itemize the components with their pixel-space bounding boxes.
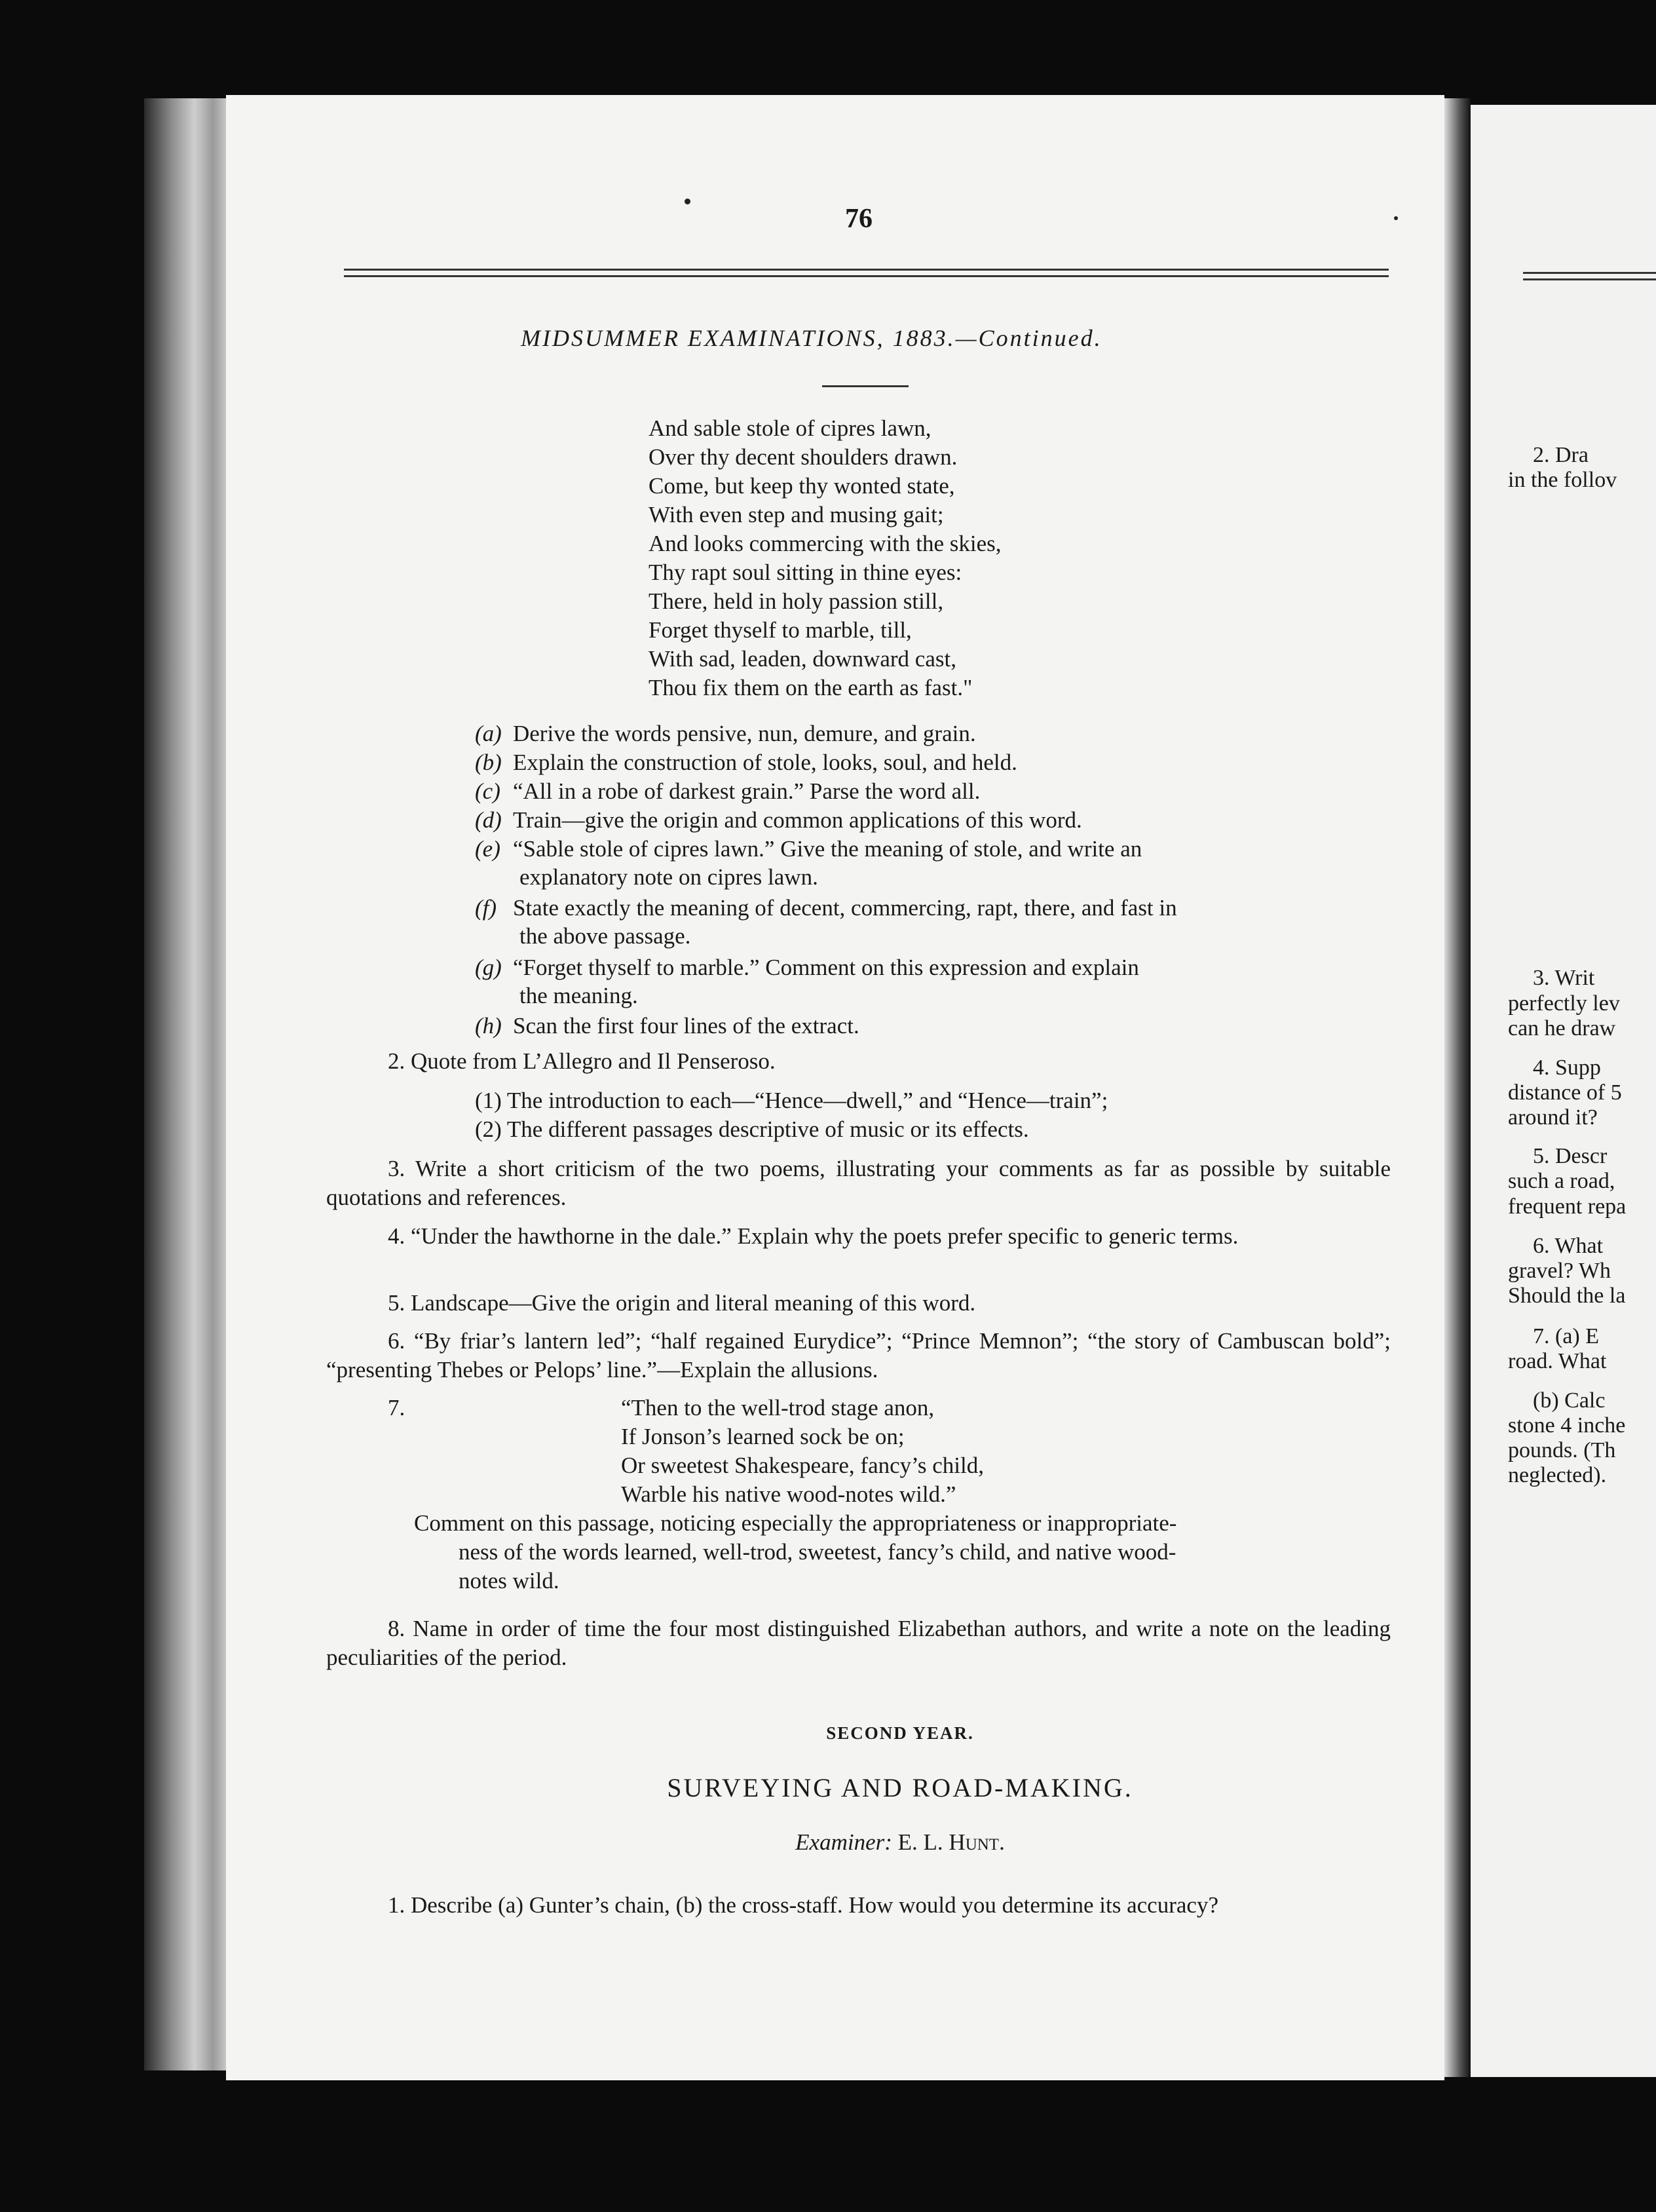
question-7-quote: [621, 1394, 984, 1509]
adjacent-page-line: distance of 5: [1508, 1080, 1622, 1105]
print-speck: [685, 199, 690, 204]
adjacent-page-line: can he draw: [1508, 1016, 1616, 1040]
header-rule: [344, 269, 1389, 271]
poem-line: Thou fix them on the earth as fast.": [649, 675, 973, 700]
adjacent-page-line: 5. Descr: [1533, 1144, 1608, 1168]
subquestion-label: (f): [475, 895, 497, 921]
subquestion: [475, 835, 1392, 891]
poem-line: Over thy decent shoulders drawn.: [649, 444, 958, 470]
adjacent-page-line: Should the la: [1508, 1284, 1626, 1308]
subquestion-text: Scan the first four lines of the extract.: [513, 1013, 859, 1039]
question-2: 2. Quote from L’Allegro and Il Penseroso.: [388, 1048, 776, 1074]
year-heading: SECOND YEAR.: [826, 1723, 974, 1743]
subquestion-label: (b): [475, 750, 502, 775]
adjacent-page-line: 7. (a) E: [1533, 1324, 1600, 1348]
subquestion-continuation: the meaning.: [519, 983, 638, 1008]
question-6: 6. “By friar’s lantern led”; “half regained Eurydice”; “Prince Memnon”; “the story of Cambuscan bold”; “presenting Thebes or Pelops’ line.”—Explain the allusions.: [326, 1328, 1391, 1382]
surveying-question-1: 1. Describe (a) Gunter’s chain, (b) the cross-staff. How would you determine its accuracy?: [388, 1892, 1218, 1918]
question-3: 3. Write a short criticism of the two poems, illustrating your comments as far as possible by suitable quotations and references.: [326, 1156, 1391, 1210]
adjacent-page-line: road. What: [1508, 1349, 1607, 1373]
subquestion-text: “All in a robe of darkest grain.” Parse the word all.: [513, 778, 981, 804]
question-7-comment: Comment on this passage, noticing especially the appropriateness or inappropriate-: [414, 1510, 1177, 1536]
question-7-comment: notes wild.: [459, 1568, 559, 1593]
adjacent-page-rule: [1523, 278, 1656, 280]
adjacent-page-line: (b) Calc: [1533, 1388, 1606, 1413]
adjacent-page-line: 6. What: [1533, 1234, 1604, 1258]
quote-line: Or sweetest Shakespeare, fancy’s child,: [621, 1453, 984, 1478]
print-speck: [1394, 216, 1398, 220]
question-2-item: (1) The introduction to each—“Hence—dwell,” and “Hence—train”;: [475, 1088, 1108, 1113]
subquestion: [475, 719, 1392, 748]
subquestion-continuation: explanatory note on cipres lawn.: [519, 864, 818, 890]
header-rule: [344, 275, 1389, 277]
quote-line: “Then to the well-trod stage anon,: [621, 1395, 935, 1421]
subquestion: [475, 777, 1392, 805]
subquestion-label: (a): [475, 721, 502, 746]
subquestion: [475, 806, 1392, 834]
subquestion-label: (e): [475, 836, 500, 862]
question-2-item: (2) The different passages descriptive of music or its effects.: [475, 1116, 1029, 1142]
adjacent-page-line: in the follov: [1508, 468, 1617, 492]
examiner-name: E. L. Hunt.: [897, 1829, 1005, 1855]
subquestion: [475, 894, 1392, 950]
subquestion-label: (d): [475, 807, 502, 833]
poem-line: Come, but keep thy wonted state,: [649, 473, 955, 499]
question-5: 5. Landscape—Give the origin and literal meaning of this word.: [388, 1290, 976, 1316]
subquestion: [475, 1012, 1392, 1040]
poem-line: With even step and musing gait;: [649, 502, 944, 527]
poem-line: Thy rapt soul sitting in thine eyes:: [649, 560, 962, 585]
adjacent-page-line: stone 4 inche: [1508, 1413, 1626, 1438]
question-8: 8. Name in order of time the four most distinguished Elizabethan authors, and write a note on the leading peculiarities of the period.: [326, 1616, 1391, 1670]
subquestion-text: “Forget thyself to marble.” Comment on this expression and explain: [513, 955, 1139, 980]
adjacent-page-line: such a road,: [1508, 1169, 1615, 1193]
adjacent-page-rule: [1523, 272, 1656, 274]
subquestion-continuation: the above passage.: [519, 923, 691, 949]
adjacent-page-line: 3. Writ: [1533, 966, 1595, 990]
quote-line: Warble his native wood-notes wild.”: [621, 1481, 956, 1507]
adjacent-page-line: 4. Supp: [1533, 1056, 1601, 1080]
quote-line: If Jonson’s learned sock be on;: [621, 1424, 905, 1449]
subquestion-text: Train—give the origin and common applications of this word.: [513, 807, 1082, 833]
adjacent-page-line: neglected).: [1508, 1463, 1607, 1487]
adjacent-page-line: perfectly lev: [1508, 991, 1620, 1016]
poem-line: With sad, leaden, downward cast,: [649, 646, 956, 672]
poem-line: And looks commercing with the skies,: [649, 531, 1002, 556]
subquestion-label: (g): [475, 955, 502, 980]
poem-line: There, held in holy passion still,: [649, 588, 944, 614]
poem-line: And sable stole of cipres lawn,: [649, 415, 932, 441]
heading-divider: [822, 385, 909, 387]
adjacent-page-line: gravel? Wh: [1508, 1259, 1611, 1283]
subquestion-text: Derive the words pensive, nun, demure, and grain.: [513, 721, 976, 746]
subquestion-label: (h): [475, 1013, 502, 1039]
adjacent-page-line: around it?: [1508, 1105, 1598, 1130]
poem-line: Forget thyself to marble, till,: [649, 617, 912, 643]
poem-extract: [649, 414, 1002, 702]
question-4: 4. “Under the hawthorne in the dale.” Explain why the poets prefer specific to generic terms.: [388, 1223, 1239, 1249]
subquestion-label: (c): [475, 778, 500, 804]
subquestion-text: State exactly the meaning of decent, commercing, rapt, there, and fast in: [513, 895, 1177, 921]
examiner-label: Examiner:: [795, 1829, 892, 1855]
question-7-comment: ness of the words learned, well-trod, sweetest, fancy’s child, and native wood-: [459, 1539, 1176, 1565]
adjacent-page-line: 2. Dra: [1533, 443, 1589, 467]
subquestion: [475, 748, 1392, 776]
subquestion-text: “Sable stole of cipres lawn.” Give the meaning of stole, and write an: [513, 836, 1142, 862]
subquestion-text: Explain the construction of stole, looks, soul, and held.: [513, 750, 1017, 775]
page-number: 76: [845, 204, 873, 234]
section-heading: MIDSUMMER EXAMINATIONS, 1883.—Continued.: [521, 325, 1102, 351]
adjacent-page-line: frequent repa: [1508, 1194, 1627, 1219]
subject-heading: SURVEYING AND ROAD-MAKING.: [667, 1773, 1133, 1802]
subquestion: [475, 953, 1392, 1010]
adjacent-page-line: pounds. (Th: [1508, 1438, 1616, 1462]
question-7-number: 7.: [388, 1395, 405, 1421]
examiner-line: [72, 1829, 1656, 1856]
